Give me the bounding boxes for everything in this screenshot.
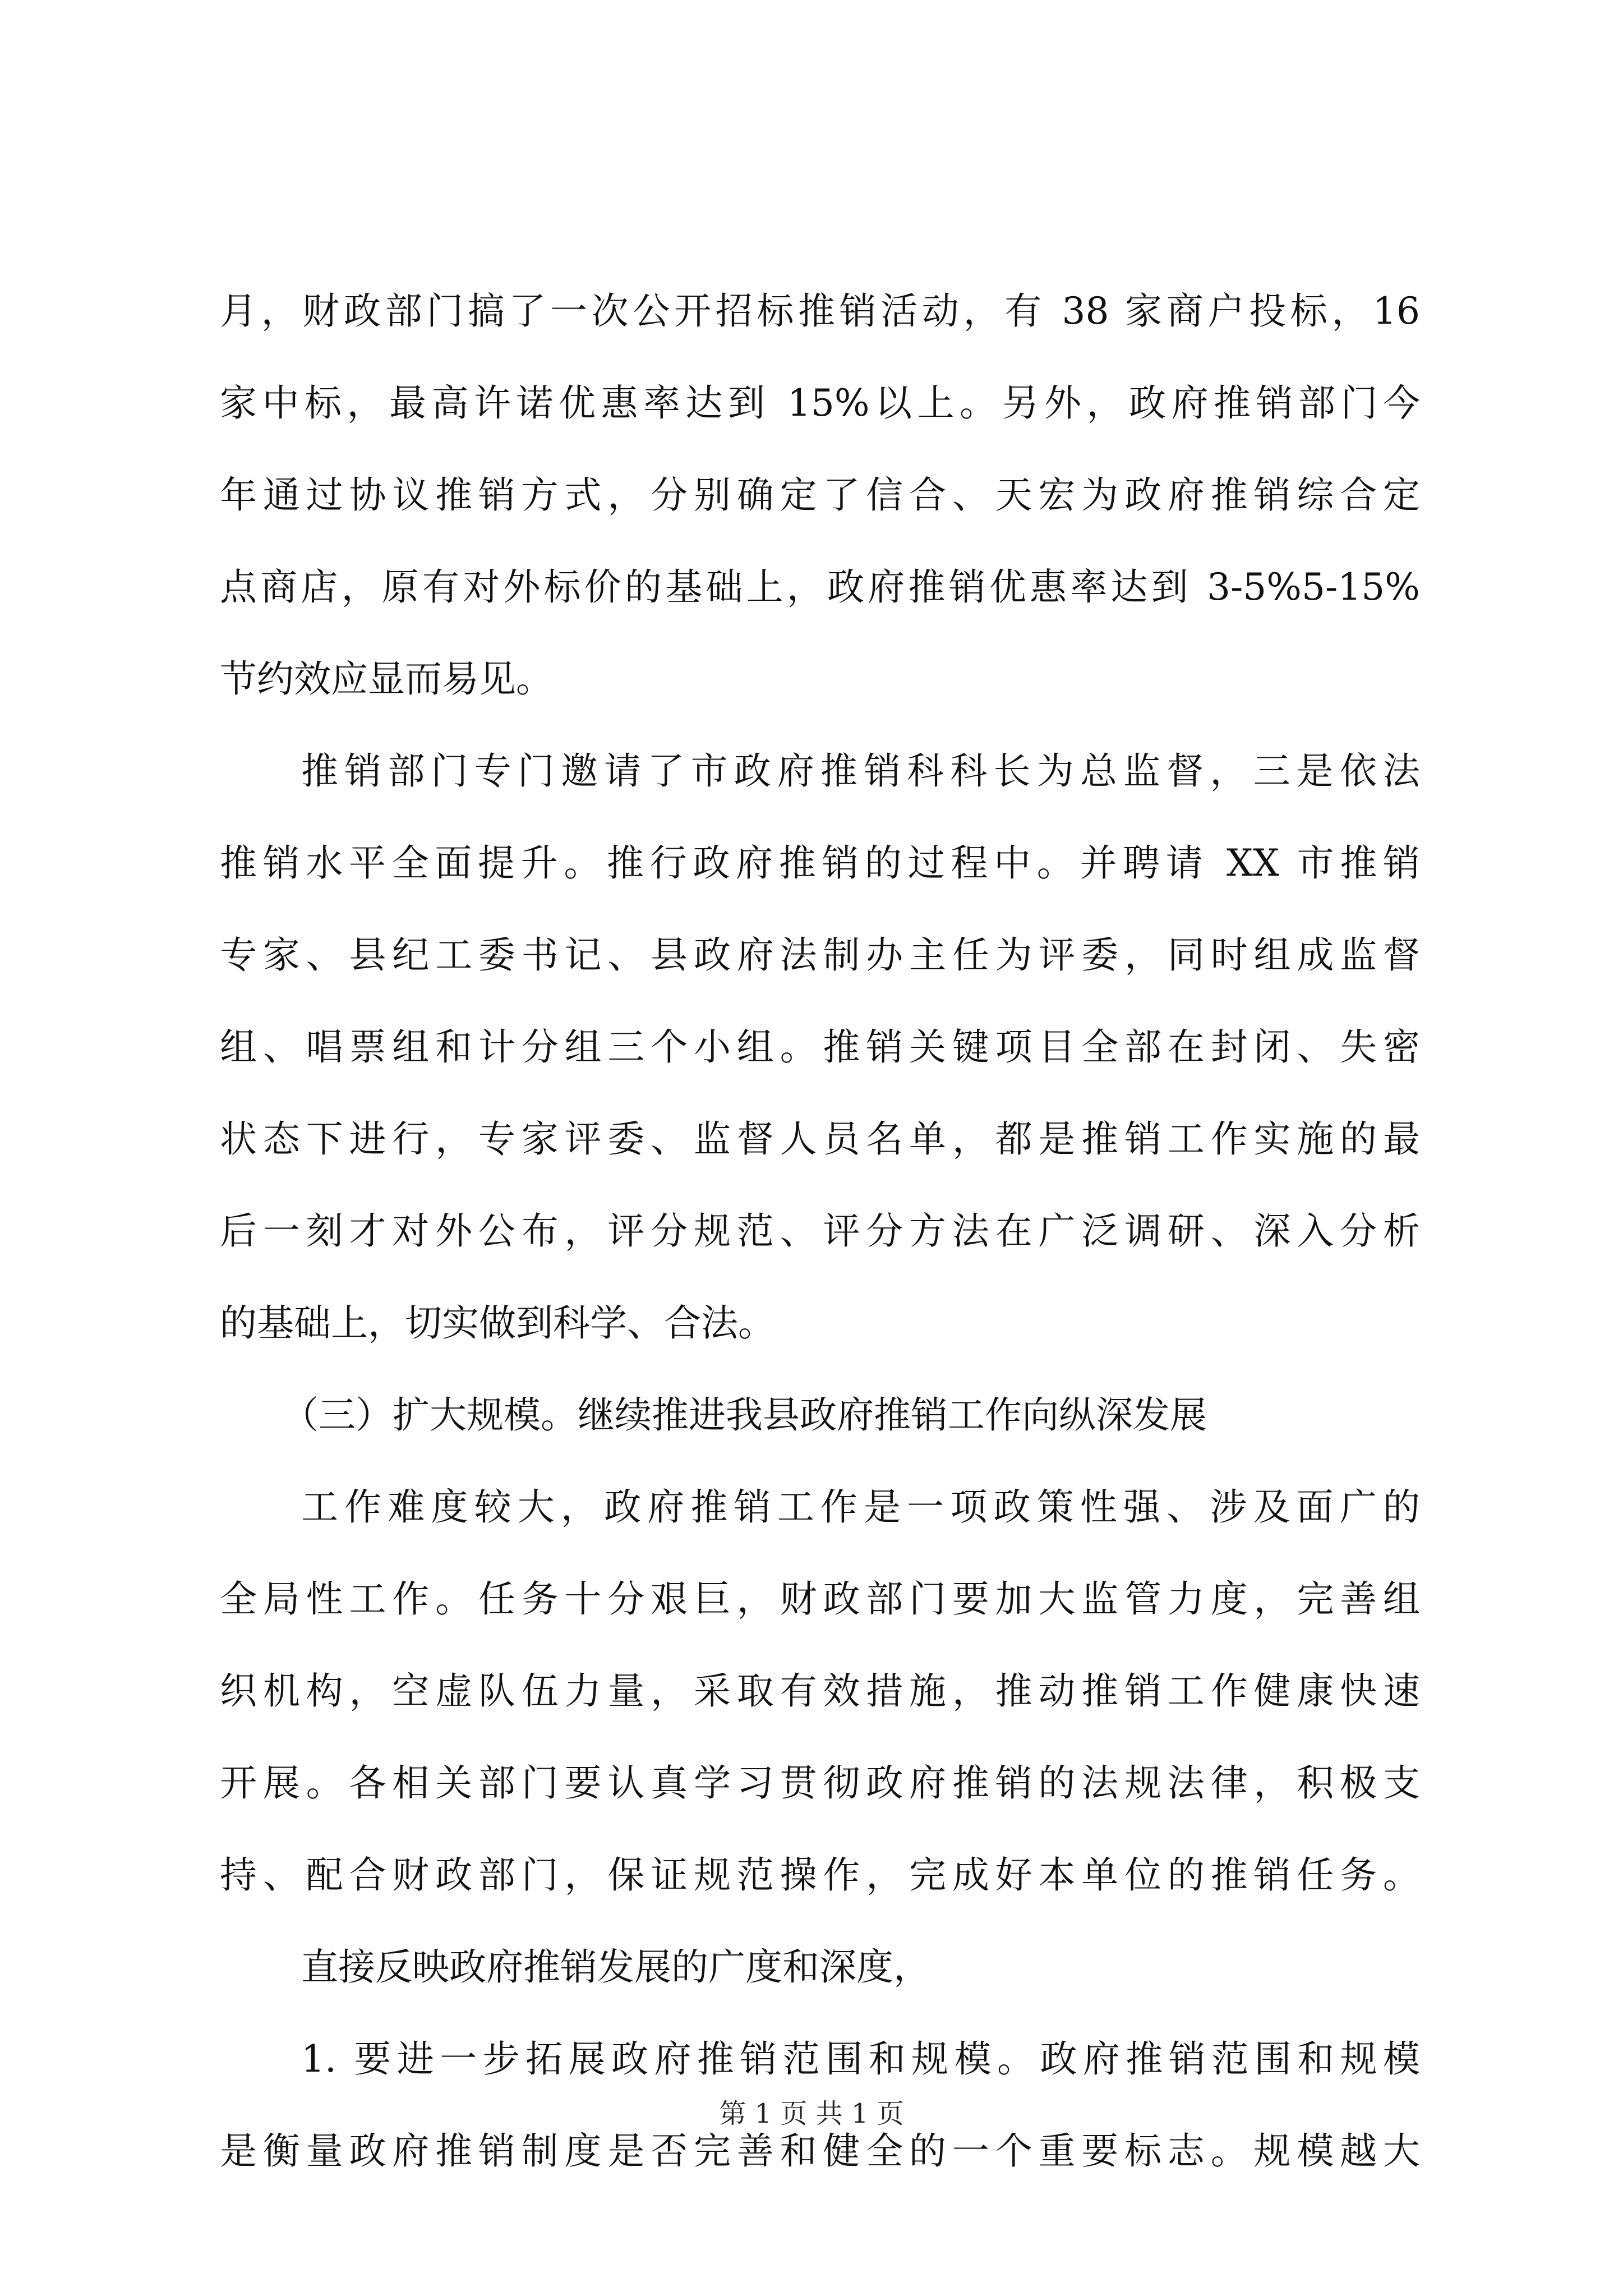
page-footer: 第 1 页 共 1 页 <box>719 2098 904 2129</box>
text-line: 家中标，最高许诺优惠率达到 15%以上。另外，政府推销部门今 <box>220 381 1420 425</box>
numbered-item-line: 1. 要进一步拓展政府推销范围和规模。政府推销范围和规模 <box>301 2037 1420 2081</box>
text-line: 组、唱票组和计分组三个小组。推销关键项目全部在封闭、失密 <box>220 1025 1420 1069</box>
text-line: 专家、县纪工委书记、县政府法制办主任为评委，同时组成监督 <box>220 933 1420 977</box>
text-line: 月，财政部门搞了一次公开招标推销活动，有 38 家商户投标，16 <box>220 289 1420 333</box>
text-line: 织机构，空虚队伍力量，采取有效措施，推动推销工作健康快速 <box>220 1669 1420 1713</box>
text-line: 的基础上，切实做到科学、合法。 <box>220 1301 775 1345</box>
text-line: 后一刻才对外公布，评分规范、评分方法在广泛调研、深入分析 <box>220 1209 1420 1253</box>
text-line: 持、配合财政部门，保证规范操作，完成好本单位的推销任务。 <box>220 1853 1420 1897</box>
paragraph-first-line: 直接反映政府推销发展的广度和深度， <box>301 1945 930 1989</box>
paragraph-first-line: 工作难度较大，政府推销工作是一项政策性强、涉及面广的 <box>301 1485 1420 1529</box>
text-line: 年通过协议推销方式，分别确定了信合、天宏为政府推销综合定 <box>220 473 1420 517</box>
text-line: 状态下进行，专家评委、监督人员名单，都是推销工作实施的最 <box>220 1117 1420 1161</box>
text-line: 全局性工作。任务十分艰巨，财政部门要加大监管力度，完善组 <box>220 1577 1420 1621</box>
text-line: 开展。各相关部门要认真学习贯彻政府推销的法规法律，积极支 <box>220 1761 1420 1805</box>
text-line: 节约效应显而易见。 <box>220 657 553 701</box>
section-heading: （三）扩大规模。继续推进我县政府推销工作向纵深发展 <box>282 1393 1207 1437</box>
text-line: 推销水平全面提升。推行政府推销的过程中。并聘请 XX 市推销 <box>220 841 1420 885</box>
text-line: 点商店，原有对外标价的基础上，政府推销优惠率达到 3-5%5-15% <box>220 565 1420 609</box>
paragraph-first-line: 推销部门专门邀请了市政府推销科科长为总监督，三是依法 <box>301 749 1420 793</box>
text-line: 是衡量政府推销制度是否完善和健全的一个重要标志。规模越大 <box>220 2129 1420 2173</box>
